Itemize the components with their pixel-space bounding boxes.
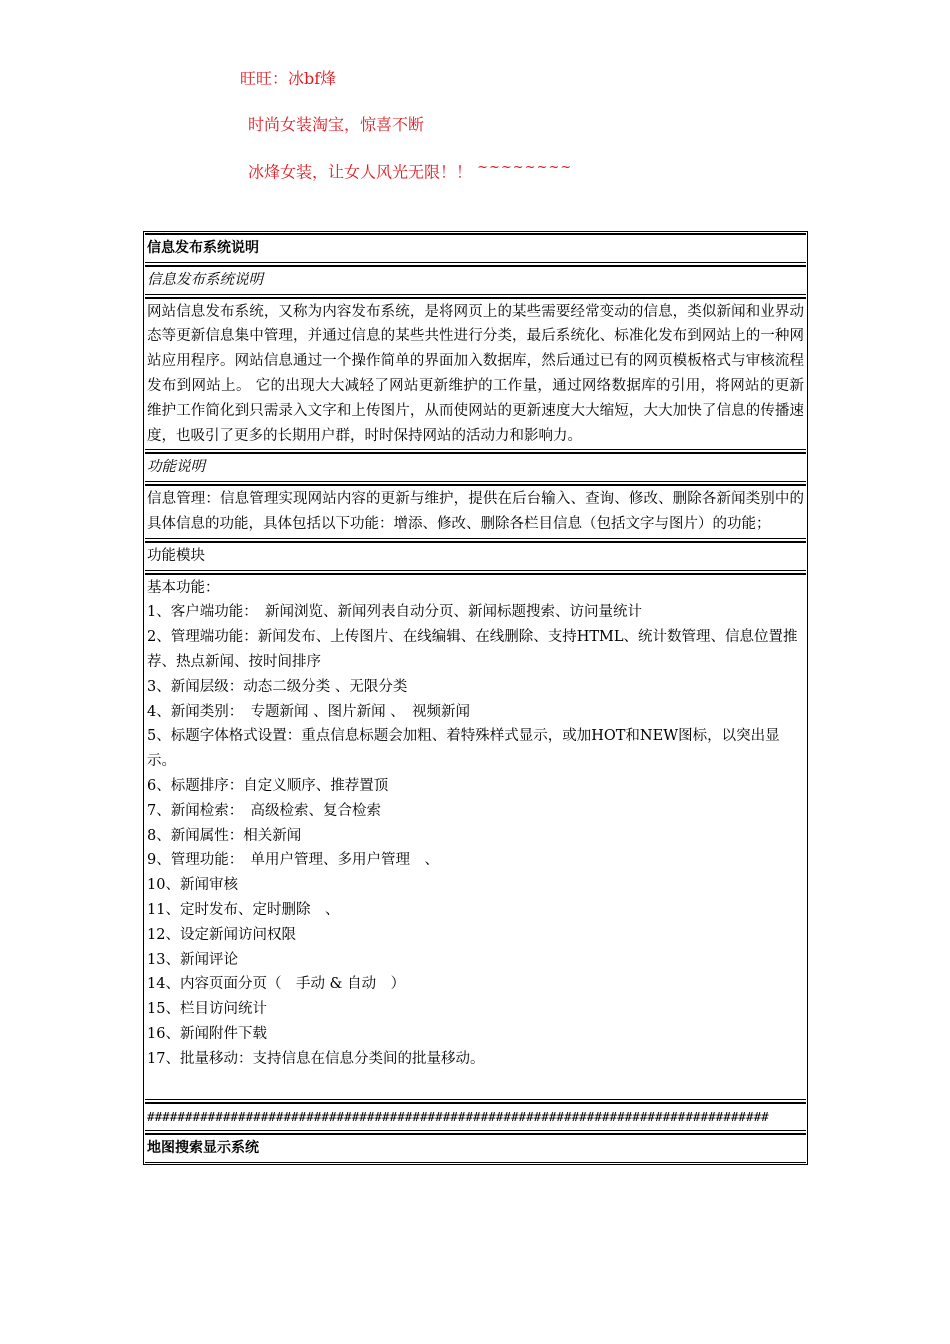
promo-line-slogan: 时尚女装淘宝，惊喜不断: [248, 115, 425, 134]
list-item: 14、内容页面分页（ 手动 & 自动 ）: [147, 976, 406, 993]
document-table: [143, 231, 808, 1165]
list-item: 16、新闻附件下载: [147, 1025, 267, 1042]
list-item: 8、新闻属性：相关新闻: [147, 827, 302, 844]
list-item: 3、新闻层级：动态二级分类 、无限分类: [147, 678, 408, 695]
list-item: 15、栏目访问统计: [147, 1001, 267, 1018]
list-item: 11、定时发布、定时删除 、: [147, 901, 340, 918]
promo-line-wangwang: 旺旺：冰bf烽: [240, 69, 337, 88]
list-item: 17、批量移动：支持信息在信息分类间的批量移动。: [147, 1050, 485, 1067]
doc-subtitle: 信息发布系统说明: [145, 265, 806, 295]
list-item: 1、客户端功能： 新闻浏览、新闻列表自动分页、新闻标题搜索、访问量统计: [147, 604, 642, 621]
list-item: 基本功能：: [147, 579, 220, 596]
list-item: 2、管理端功能：新闻发布、上传图片、在线编辑、在线删除、支持HTML、统计数管理、信息位置推荐、热点新闻、按时间排序: [147, 629, 798, 670]
doc-title: 信息发布系统说明: [145, 233, 806, 263]
func-heading: 功能说明: [145, 452, 806, 482]
modules-heading: 功能模块: [145, 541, 806, 571]
promo-tilde-decoration: ~~~~~~~~: [477, 160, 573, 175]
list-item: 7、新闻检索： 高级检索、复合检索: [147, 802, 381, 819]
list-item: 12、设定新闻访问权限: [147, 926, 296, 943]
func-description: 信息管理：信息管理实现网站内容的更新与维护，提供在后台输入、查询、修改、删除各新闻类别中的具体信息的功能，具体包括以下功能：增添、修改、删除各栏目信息（包括文字与图片）的功能；: [145, 484, 806, 539]
list-item: 13、新闻评论: [147, 951, 238, 968]
map-section-title: 地图搜索显示系统: [145, 1133, 806, 1163]
list-item: 4、新闻类别： 专题新闻 、图片新闻 、 视频新闻: [147, 703, 470, 720]
list-item: 10、新闻审核: [147, 877, 238, 894]
doc-intro-paragraph: 网站信息发布系统，又称为内容发布系统，是将网页上的某些需要经常变动的信息，类似新闻和业界动态等更新信息集中管理，并通过信息的某些共性进行分类，最后系统化、标准化发布到网站上的一种网站应用程序。网站信息通过一个操作简单的界面加入数据库，然后通过已有的网页模板格式与审核流程发布到网站上。 它的出现大大减轻了网站更新维护的工作量，通过网络数据库的引用，将网站的更新维护工作简化到只需录入文字和上传图片，从而使网站的更新速度大大缩短，大大加快了信息的传播速度，也吸引了更多的长期用户群，时时保持网站的活动力和影响力。: [145, 297, 806, 451]
list-item: 5、标题字体格式设置：重点信息标题会加粗、着特殊样式显示，或加HOT和NEW图标，以突出显示。: [147, 728, 780, 770]
promo-tagline-text: 冰烽女装，让女人风光无限！！: [248, 162, 473, 182]
promo-line-tagline: [248, 157, 572, 183]
hash-separator: ##################################################################################: [145, 1102, 806, 1132]
list-item: 9、管理功能： 单用户管理、多用户管理 、: [147, 852, 439, 869]
modules-list: [145, 573, 806, 1100]
modules-spacer: [147, 1072, 804, 1098]
list-item: 6、标题排序：自定义顺序、推荐置顶: [147, 777, 389, 794]
